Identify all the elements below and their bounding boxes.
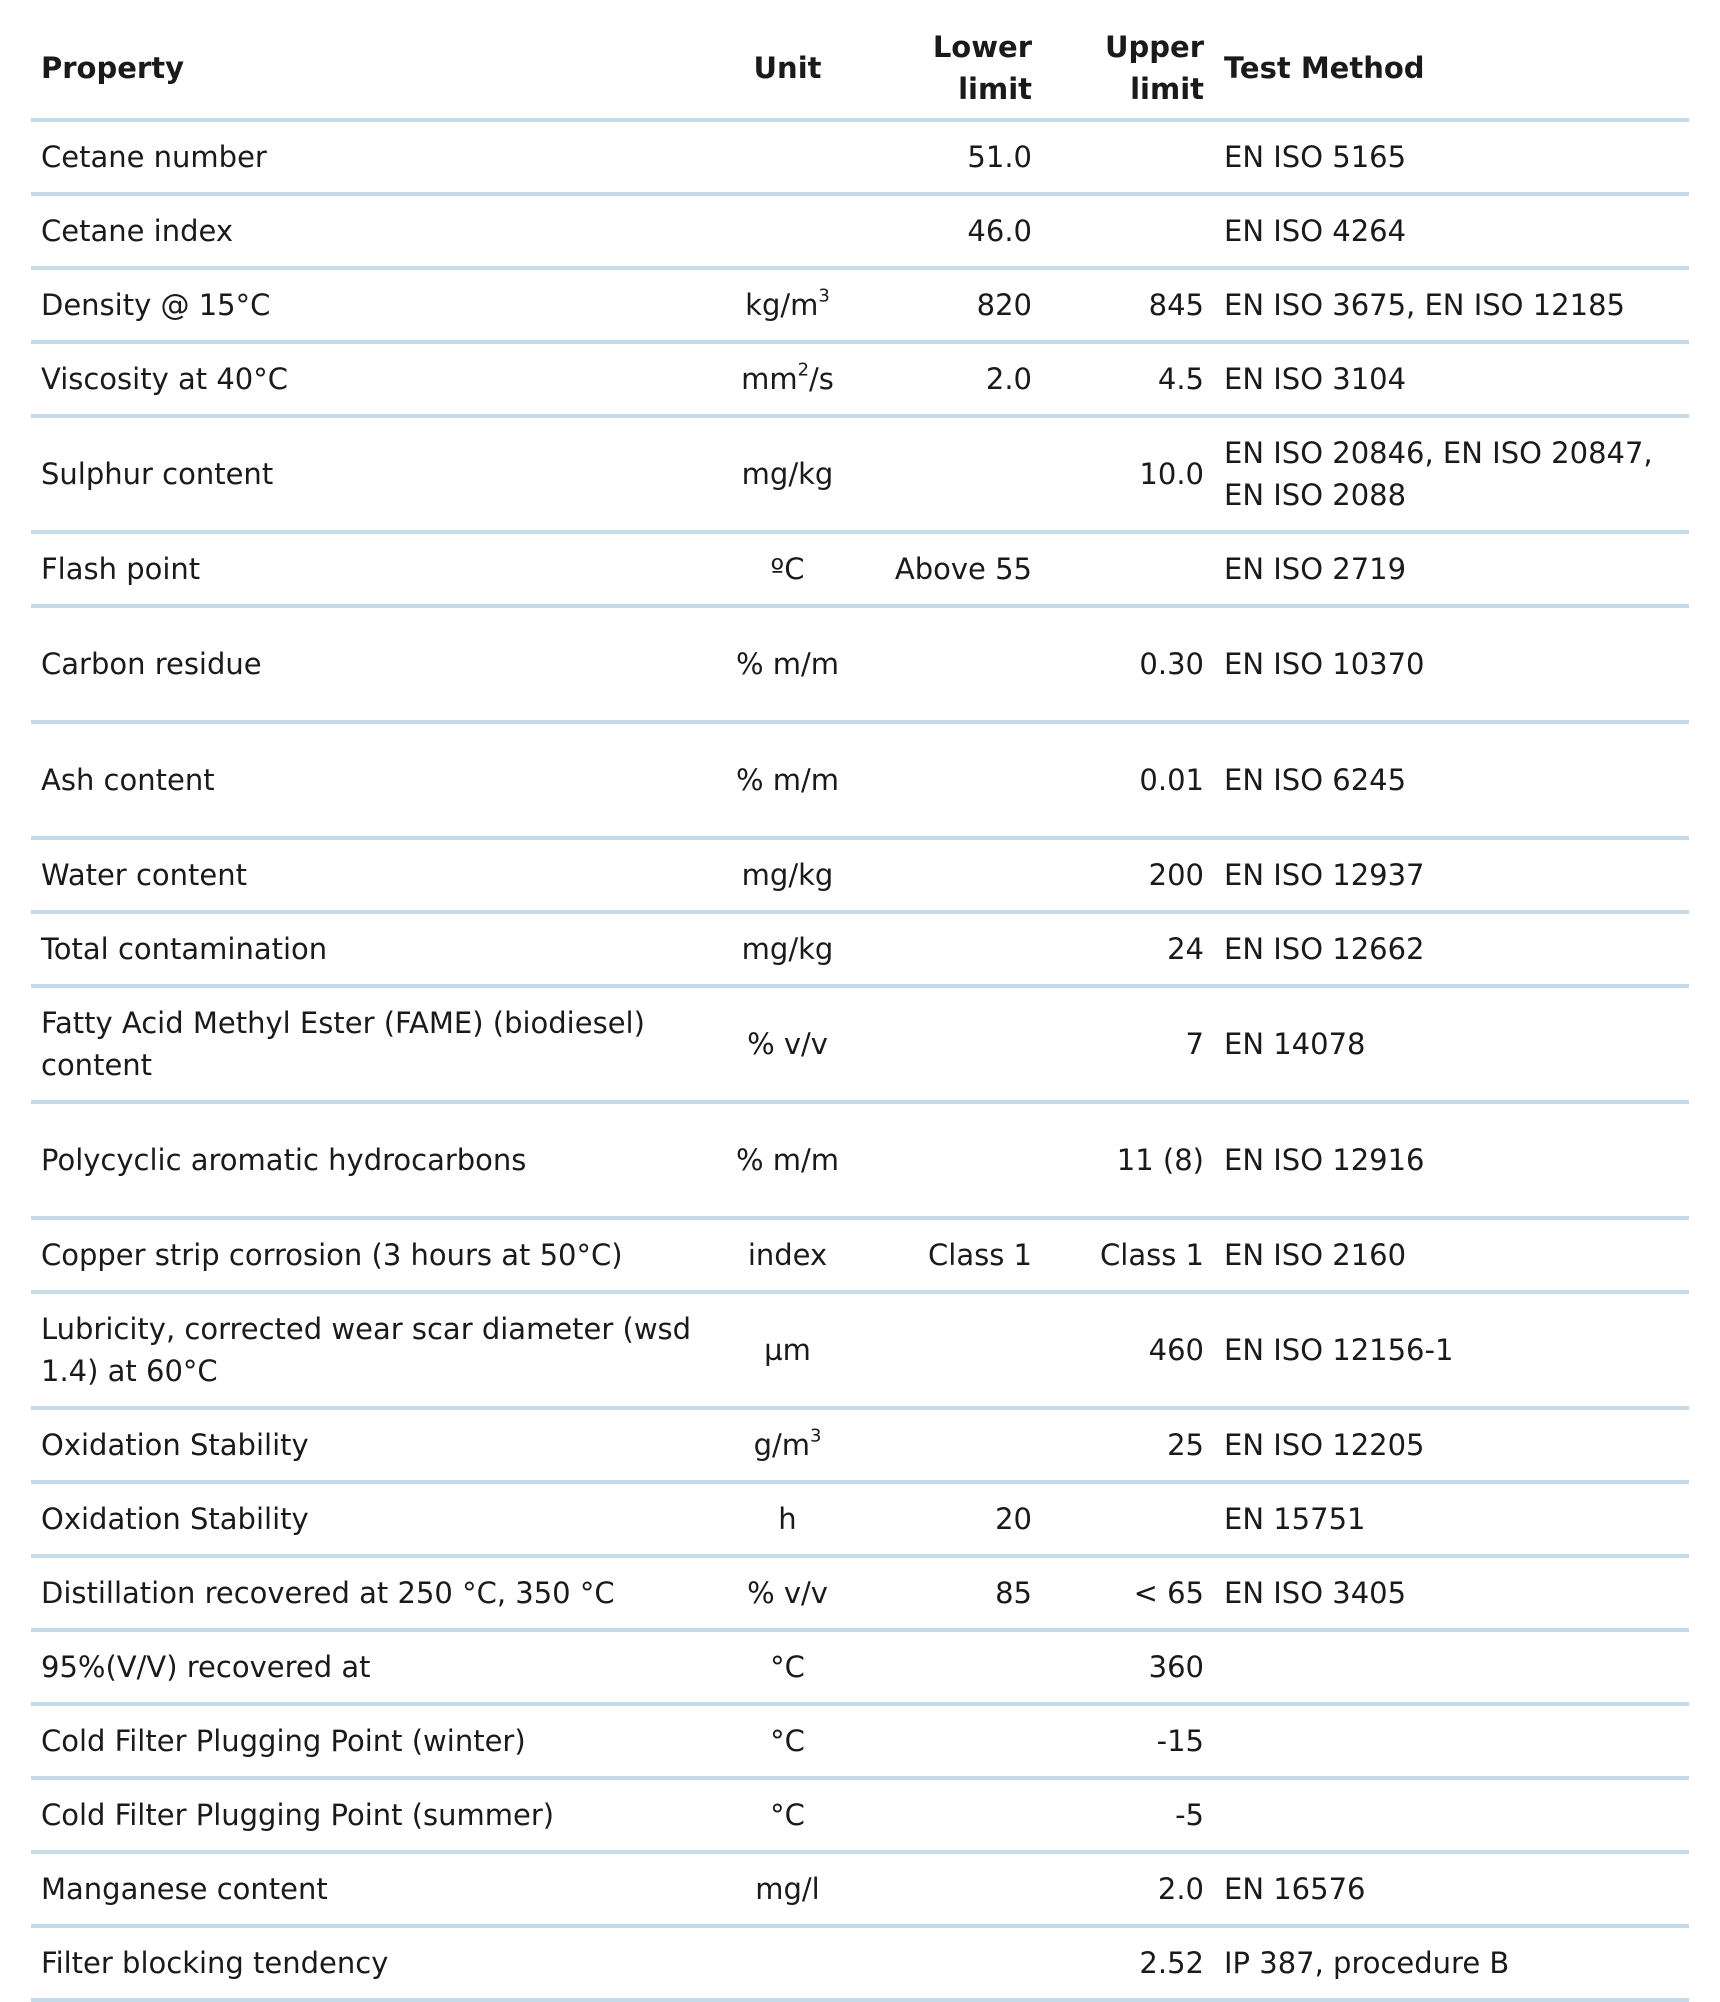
cell-property-text: Filter blocking tendency bbox=[41, 1946, 389, 1980]
cell-property bbox=[31, 416, 705, 532]
header-upper-limit: Upper limit bbox=[1042, 22, 1214, 120]
cell-lower-limit bbox=[870, 1852, 1042, 1926]
table-row bbox=[31, 1778, 1689, 1852]
cell-property bbox=[31, 268, 705, 342]
cell-lower-limit bbox=[870, 1218, 1042, 1292]
cell-test-method-text: IP 387, procedure B bbox=[1224, 1946, 1510, 1980]
cell-property-text: Viscosity at 40°C bbox=[41, 362, 288, 396]
header-lower-limit: Lower limit bbox=[870, 22, 1042, 120]
cell-unit-text: mg/kg bbox=[741, 457, 834, 491]
cell-property-text: Water content bbox=[41, 858, 247, 892]
cell-test-method bbox=[1214, 194, 1689, 268]
cell-lower-limit bbox=[870, 1630, 1042, 1704]
cell-test-method bbox=[1214, 1778, 1689, 1852]
cell-property-text: Lubricity, corrected wear scar diameter (wsd 1.4) at 60°C bbox=[41, 1312, 692, 1388]
cell-unit-text: mg/kg bbox=[741, 858, 834, 892]
cell-property bbox=[31, 1704, 705, 1778]
table-row bbox=[31, 986, 1689, 1102]
cell-test-method-text: EN ISO 2719 bbox=[1224, 552, 1407, 586]
cell-unit-text: % v/v bbox=[747, 1027, 828, 1061]
cell-lower-limit-text: Above 55 bbox=[894, 552, 1032, 586]
cell-upper-limit bbox=[1042, 1556, 1214, 1630]
cell-upper-limit-text: 360 bbox=[1148, 1650, 1204, 1684]
cell-lower-limit bbox=[870, 342, 1042, 416]
cell-test-method-text: EN ISO 4264 bbox=[1224, 214, 1407, 248]
cell-property bbox=[31, 838, 705, 912]
table-row bbox=[31, 1556, 1689, 1630]
cell-test-method-text: EN ISO 10370 bbox=[1224, 647, 1425, 681]
table-row bbox=[31, 1630, 1689, 1704]
cell-upper-limit bbox=[1042, 1408, 1214, 1482]
cell-unit bbox=[705, 912, 870, 986]
cell-lower-limit bbox=[870, 1482, 1042, 1556]
cell-test-method bbox=[1214, 1852, 1689, 1926]
cell-upper-limit bbox=[1042, 838, 1214, 912]
cell-upper-limit bbox=[1042, 194, 1214, 268]
cell-upper-limit bbox=[1042, 1852, 1214, 1926]
cell-upper-limit bbox=[1042, 342, 1214, 416]
cell-upper-limit bbox=[1042, 532, 1214, 606]
cell-lower-limit bbox=[870, 838, 1042, 912]
cell-lower-limit bbox=[870, 722, 1042, 838]
cell-unit bbox=[705, 532, 870, 606]
cell-unit bbox=[705, 194, 870, 268]
cell-unit-text: ºC bbox=[770, 552, 805, 586]
cell-upper-limit bbox=[1042, 416, 1214, 532]
cell-test-method bbox=[1214, 838, 1689, 912]
table-row bbox=[31, 194, 1689, 268]
cell-unit bbox=[705, 1218, 870, 1292]
cell-test-method bbox=[1214, 722, 1689, 838]
cell-test-method bbox=[1214, 532, 1689, 606]
cell-unit-text: % v/v bbox=[747, 1576, 828, 1610]
cell-upper-limit-text: 7 bbox=[1185, 1027, 1204, 1061]
cell-upper-limit-text: 845 bbox=[1148, 288, 1204, 322]
cell-property bbox=[31, 342, 705, 416]
cell-lower-limit bbox=[870, 1778, 1042, 1852]
cell-unit-text: % m/m bbox=[735, 1143, 840, 1177]
table-row bbox=[31, 1102, 1689, 1218]
cell-property bbox=[31, 1852, 705, 1926]
cell-unit-text: °C bbox=[770, 1798, 805, 1832]
cell-lower-limit bbox=[870, 1102, 1042, 1218]
cell-property-text: Total contamination bbox=[41, 932, 328, 966]
cell-unit bbox=[705, 342, 870, 416]
cell-property bbox=[31, 1556, 705, 1630]
cell-unit bbox=[705, 1102, 870, 1218]
cell-unit bbox=[705, 1852, 870, 1926]
unit-suffix: /s bbox=[809, 362, 834, 396]
cell-upper-limit bbox=[1042, 120, 1214, 194]
cell-unit-text: h bbox=[778, 1502, 797, 1536]
cell-test-method bbox=[1214, 1630, 1689, 1704]
cell-property-text: Cold Filter Plugging Point (winter) bbox=[41, 1724, 526, 1758]
cell-lower-limit bbox=[870, 606, 1042, 722]
cell-unit-text: % m/m bbox=[735, 647, 840, 681]
cell-property bbox=[31, 986, 705, 1102]
cell-property-text: 95%(V/V) recovered at bbox=[41, 1650, 371, 1684]
cell-unit-text: mg/l bbox=[755, 1872, 820, 1906]
cell-upper-limit-text: 4.5 bbox=[1157, 362, 1204, 396]
cell-property-text: Manganese content bbox=[41, 1872, 328, 1906]
cell-unit bbox=[705, 1630, 870, 1704]
cell-unit bbox=[705, 1704, 870, 1778]
table-row bbox=[31, 1408, 1689, 1482]
unit-superscript: 3 bbox=[810, 1425, 822, 1447]
cell-unit bbox=[705, 1926, 870, 2000]
cell-property bbox=[31, 722, 705, 838]
table-row bbox=[31, 1482, 1689, 1556]
cell-upper-limit-text: 10.0 bbox=[1139, 457, 1204, 491]
cell-property-text: Cold Filter Plugging Point (summer) bbox=[41, 1798, 555, 1832]
cell-test-method bbox=[1214, 986, 1689, 1102]
cell-property bbox=[31, 1778, 705, 1852]
unit-superscript: 2 bbox=[797, 359, 810, 381]
table-row bbox=[31, 268, 1689, 342]
table-row bbox=[31, 1704, 1689, 1778]
cell-unit bbox=[705, 606, 870, 722]
cell-lower-limit bbox=[870, 416, 1042, 532]
cell-property-text: Density @ 15°C bbox=[41, 288, 271, 322]
cell-test-method-text: EN ISO 12662 bbox=[1224, 932, 1425, 966]
cell-test-method bbox=[1214, 342, 1689, 416]
cell-unit-text: index bbox=[747, 1238, 828, 1272]
cell-unit bbox=[705, 722, 870, 838]
cell-property-text: Polycyclic aromatic hydrocarbons bbox=[41, 1143, 527, 1177]
header-unit: Unit bbox=[705, 22, 870, 120]
table-row bbox=[31, 416, 1689, 532]
cell-test-method-text: EN 16576 bbox=[1224, 1872, 1366, 1906]
cell-property bbox=[31, 532, 705, 606]
cell-property bbox=[31, 1292, 705, 1408]
cell-property bbox=[31, 606, 705, 722]
cell-property-text: Cetane number bbox=[41, 140, 267, 174]
cell-lower-limit-text: 20 bbox=[995, 1502, 1032, 1536]
table-row bbox=[31, 606, 1689, 722]
cell-upper-limit bbox=[1042, 1778, 1214, 1852]
cell-upper-limit-text: -5 bbox=[1175, 1798, 1204, 1832]
cell-test-method-text: EN ISO 6245 bbox=[1224, 763, 1407, 797]
cell-test-method bbox=[1214, 1408, 1689, 1482]
cell-test-method bbox=[1214, 268, 1689, 342]
cell-property-text: Distillation recovered at 250 °C, 350 °C bbox=[41, 1576, 615, 1610]
cell-test-method-text: EN ISO 12156-1 bbox=[1224, 1333, 1454, 1367]
cell-lower-limit bbox=[870, 194, 1042, 268]
cell-lower-limit bbox=[870, 120, 1042, 194]
cell-test-method bbox=[1214, 1926, 1689, 2000]
cell-test-method-text: EN ISO 2160 bbox=[1224, 1238, 1407, 1272]
cell-test-method-text: EN 14078 bbox=[1224, 1027, 1366, 1061]
cell-property bbox=[31, 1630, 705, 1704]
cell-upper-limit bbox=[1042, 1218, 1214, 1292]
cell-lower-limit bbox=[870, 1926, 1042, 2000]
cell-upper-limit-text: 460 bbox=[1148, 1333, 1204, 1367]
cell-test-method bbox=[1214, 1102, 1689, 1218]
header-property: Property bbox=[31, 22, 705, 120]
unit-superscript: 3 bbox=[818, 285, 830, 307]
cell-upper-limit-text: Class 1 bbox=[1100, 1238, 1204, 1272]
cell-test-method-text: EN 15751 bbox=[1224, 1502, 1366, 1536]
cell-unit bbox=[705, 1556, 870, 1630]
cell-upper-limit-text: 24 bbox=[1167, 932, 1204, 966]
cell-property-text: Copper strip corrosion (3 hours at 50°C) bbox=[41, 1238, 623, 1272]
cell-lower-limit bbox=[870, 1408, 1042, 1482]
cell-upper-limit-text: 2.52 bbox=[1139, 1946, 1204, 1980]
cell-property bbox=[31, 1218, 705, 1292]
cell-upper-limit-text: 11 (8) bbox=[1116, 1143, 1204, 1177]
cell-unit-text: µm bbox=[764, 1333, 811, 1367]
cell-test-method bbox=[1214, 120, 1689, 194]
cell-test-method-text: EN ISO 3104 bbox=[1224, 362, 1407, 396]
cell-upper-limit-text: 2.0 bbox=[1157, 1872, 1204, 1906]
cell-property bbox=[31, 120, 705, 194]
cell-unit bbox=[705, 416, 870, 532]
cell-test-method-text: EN ISO 12916 bbox=[1224, 1143, 1425, 1177]
cell-test-method bbox=[1214, 1218, 1689, 1292]
cell-upper-limit bbox=[1042, 912, 1214, 986]
cell-upper-limit bbox=[1042, 268, 1214, 342]
cell-upper-limit-text: 0.30 bbox=[1139, 647, 1204, 681]
fuel-spec-table-container bbox=[31, 22, 1689, 2002]
table-row bbox=[31, 1292, 1689, 1408]
cell-property bbox=[31, 1482, 705, 1556]
cell-unit-text: °C bbox=[770, 1650, 805, 1684]
cell-unit bbox=[705, 1408, 870, 1482]
cell-property-text: Sulphur content bbox=[41, 457, 274, 491]
cell-test-method bbox=[1214, 912, 1689, 986]
cell-upper-limit-text: 200 bbox=[1148, 858, 1204, 892]
cell-unit bbox=[705, 1482, 870, 1556]
cell-test-method bbox=[1214, 606, 1689, 722]
cell-lower-limit-text: Class 1 bbox=[928, 1238, 1032, 1272]
cell-property-text: Flash point bbox=[41, 552, 201, 586]
cell-property bbox=[31, 912, 705, 986]
cell-test-method bbox=[1214, 1292, 1689, 1408]
table-row bbox=[31, 120, 1689, 194]
cell-unit bbox=[705, 838, 870, 912]
cell-unit bbox=[705, 268, 870, 342]
cell-lower-limit bbox=[870, 986, 1042, 1102]
cell-unit-text: °C bbox=[770, 1724, 805, 1758]
table-row bbox=[31, 342, 1689, 416]
cell-upper-limit bbox=[1042, 1704, 1214, 1778]
cell-lower-limit bbox=[870, 1556, 1042, 1630]
cell-property-text: Ash content bbox=[41, 763, 215, 797]
cell-unit bbox=[705, 120, 870, 194]
cell-unit-text: g/m bbox=[753, 1428, 810, 1462]
cell-upper-limit-text: < 65 bbox=[1133, 1576, 1204, 1610]
table-row bbox=[31, 532, 1689, 606]
cell-lower-limit bbox=[870, 532, 1042, 606]
cell-test-method bbox=[1214, 416, 1689, 532]
table-row bbox=[31, 1852, 1689, 1926]
cell-test-method-text: EN ISO 5165 bbox=[1224, 140, 1407, 174]
header-row bbox=[31, 22, 1689, 120]
cell-upper-limit-text: -15 bbox=[1156, 1724, 1204, 1758]
cell-test-method bbox=[1214, 1556, 1689, 1630]
cell-property-text: Cetane index bbox=[41, 214, 234, 248]
cell-unit bbox=[705, 1292, 870, 1408]
cell-lower-limit-text: 85 bbox=[995, 1576, 1032, 1610]
cell-unit-text: mm bbox=[741, 362, 798, 396]
cell-upper-limit bbox=[1042, 1630, 1214, 1704]
cell-property-text: Carbon residue bbox=[41, 647, 262, 681]
cell-test-method bbox=[1214, 1482, 1689, 1556]
cell-property bbox=[31, 1408, 705, 1482]
cell-test-method bbox=[1214, 1704, 1689, 1778]
cell-test-method-text: EN ISO 12205 bbox=[1224, 1428, 1425, 1462]
cell-unit-text: % m/m bbox=[735, 763, 840, 797]
cell-upper-limit bbox=[1042, 722, 1214, 838]
cell-lower-limit bbox=[870, 268, 1042, 342]
cell-property bbox=[31, 1926, 705, 2000]
cell-lower-limit-text: 46.0 bbox=[967, 214, 1032, 248]
cell-unit bbox=[705, 986, 870, 1102]
cell-unit-text: mg/kg bbox=[741, 932, 834, 966]
cell-upper-limit bbox=[1042, 986, 1214, 1102]
cell-unit-text: kg/m bbox=[745, 288, 819, 322]
fuel-spec-table bbox=[31, 22, 1689, 2002]
cell-upper-limit bbox=[1042, 606, 1214, 722]
cell-lower-limit bbox=[870, 912, 1042, 986]
cell-property-text: Oxidation Stability bbox=[41, 1428, 309, 1462]
cell-lower-limit-text: 51.0 bbox=[967, 140, 1032, 174]
table-row bbox=[31, 722, 1689, 838]
cell-property-text: Fatty Acid Methyl Ester (FAME) (biodiesel) content bbox=[41, 1006, 645, 1082]
table-row bbox=[31, 912, 1689, 986]
table-row bbox=[31, 1218, 1689, 1292]
cell-test-method-text: EN ISO 3675, EN ISO 12185 bbox=[1224, 288, 1625, 322]
cell-upper-limit bbox=[1042, 1926, 1214, 2000]
table-row bbox=[31, 1926, 1689, 2000]
cell-lower-limit-text: 820 bbox=[976, 288, 1032, 322]
table-body bbox=[31, 120, 1689, 2000]
cell-lower-limit bbox=[870, 1292, 1042, 1408]
cell-upper-limit bbox=[1042, 1102, 1214, 1218]
cell-test-method-text: EN ISO 20846, EN ISO 20847, EN ISO 2088 bbox=[1224, 436, 1653, 512]
cell-test-method-text: EN ISO 12937 bbox=[1224, 858, 1425, 892]
cell-property-text: Oxidation Stability bbox=[41, 1502, 309, 1536]
header-test-method: Test Method bbox=[1214, 22, 1689, 120]
cell-test-method-text: EN ISO 3405 bbox=[1224, 1576, 1407, 1610]
cell-lower-limit-text: 2.0 bbox=[985, 362, 1032, 396]
table-row bbox=[31, 838, 1689, 912]
cell-unit bbox=[705, 1778, 870, 1852]
cell-lower-limit bbox=[870, 1704, 1042, 1778]
cell-upper-limit bbox=[1042, 1482, 1214, 1556]
cell-upper-limit-text: 0.01 bbox=[1139, 763, 1204, 797]
cell-upper-limit-text: 25 bbox=[1167, 1428, 1204, 1462]
cell-property bbox=[31, 194, 705, 268]
cell-property bbox=[31, 1102, 705, 1218]
cell-upper-limit bbox=[1042, 1292, 1214, 1408]
